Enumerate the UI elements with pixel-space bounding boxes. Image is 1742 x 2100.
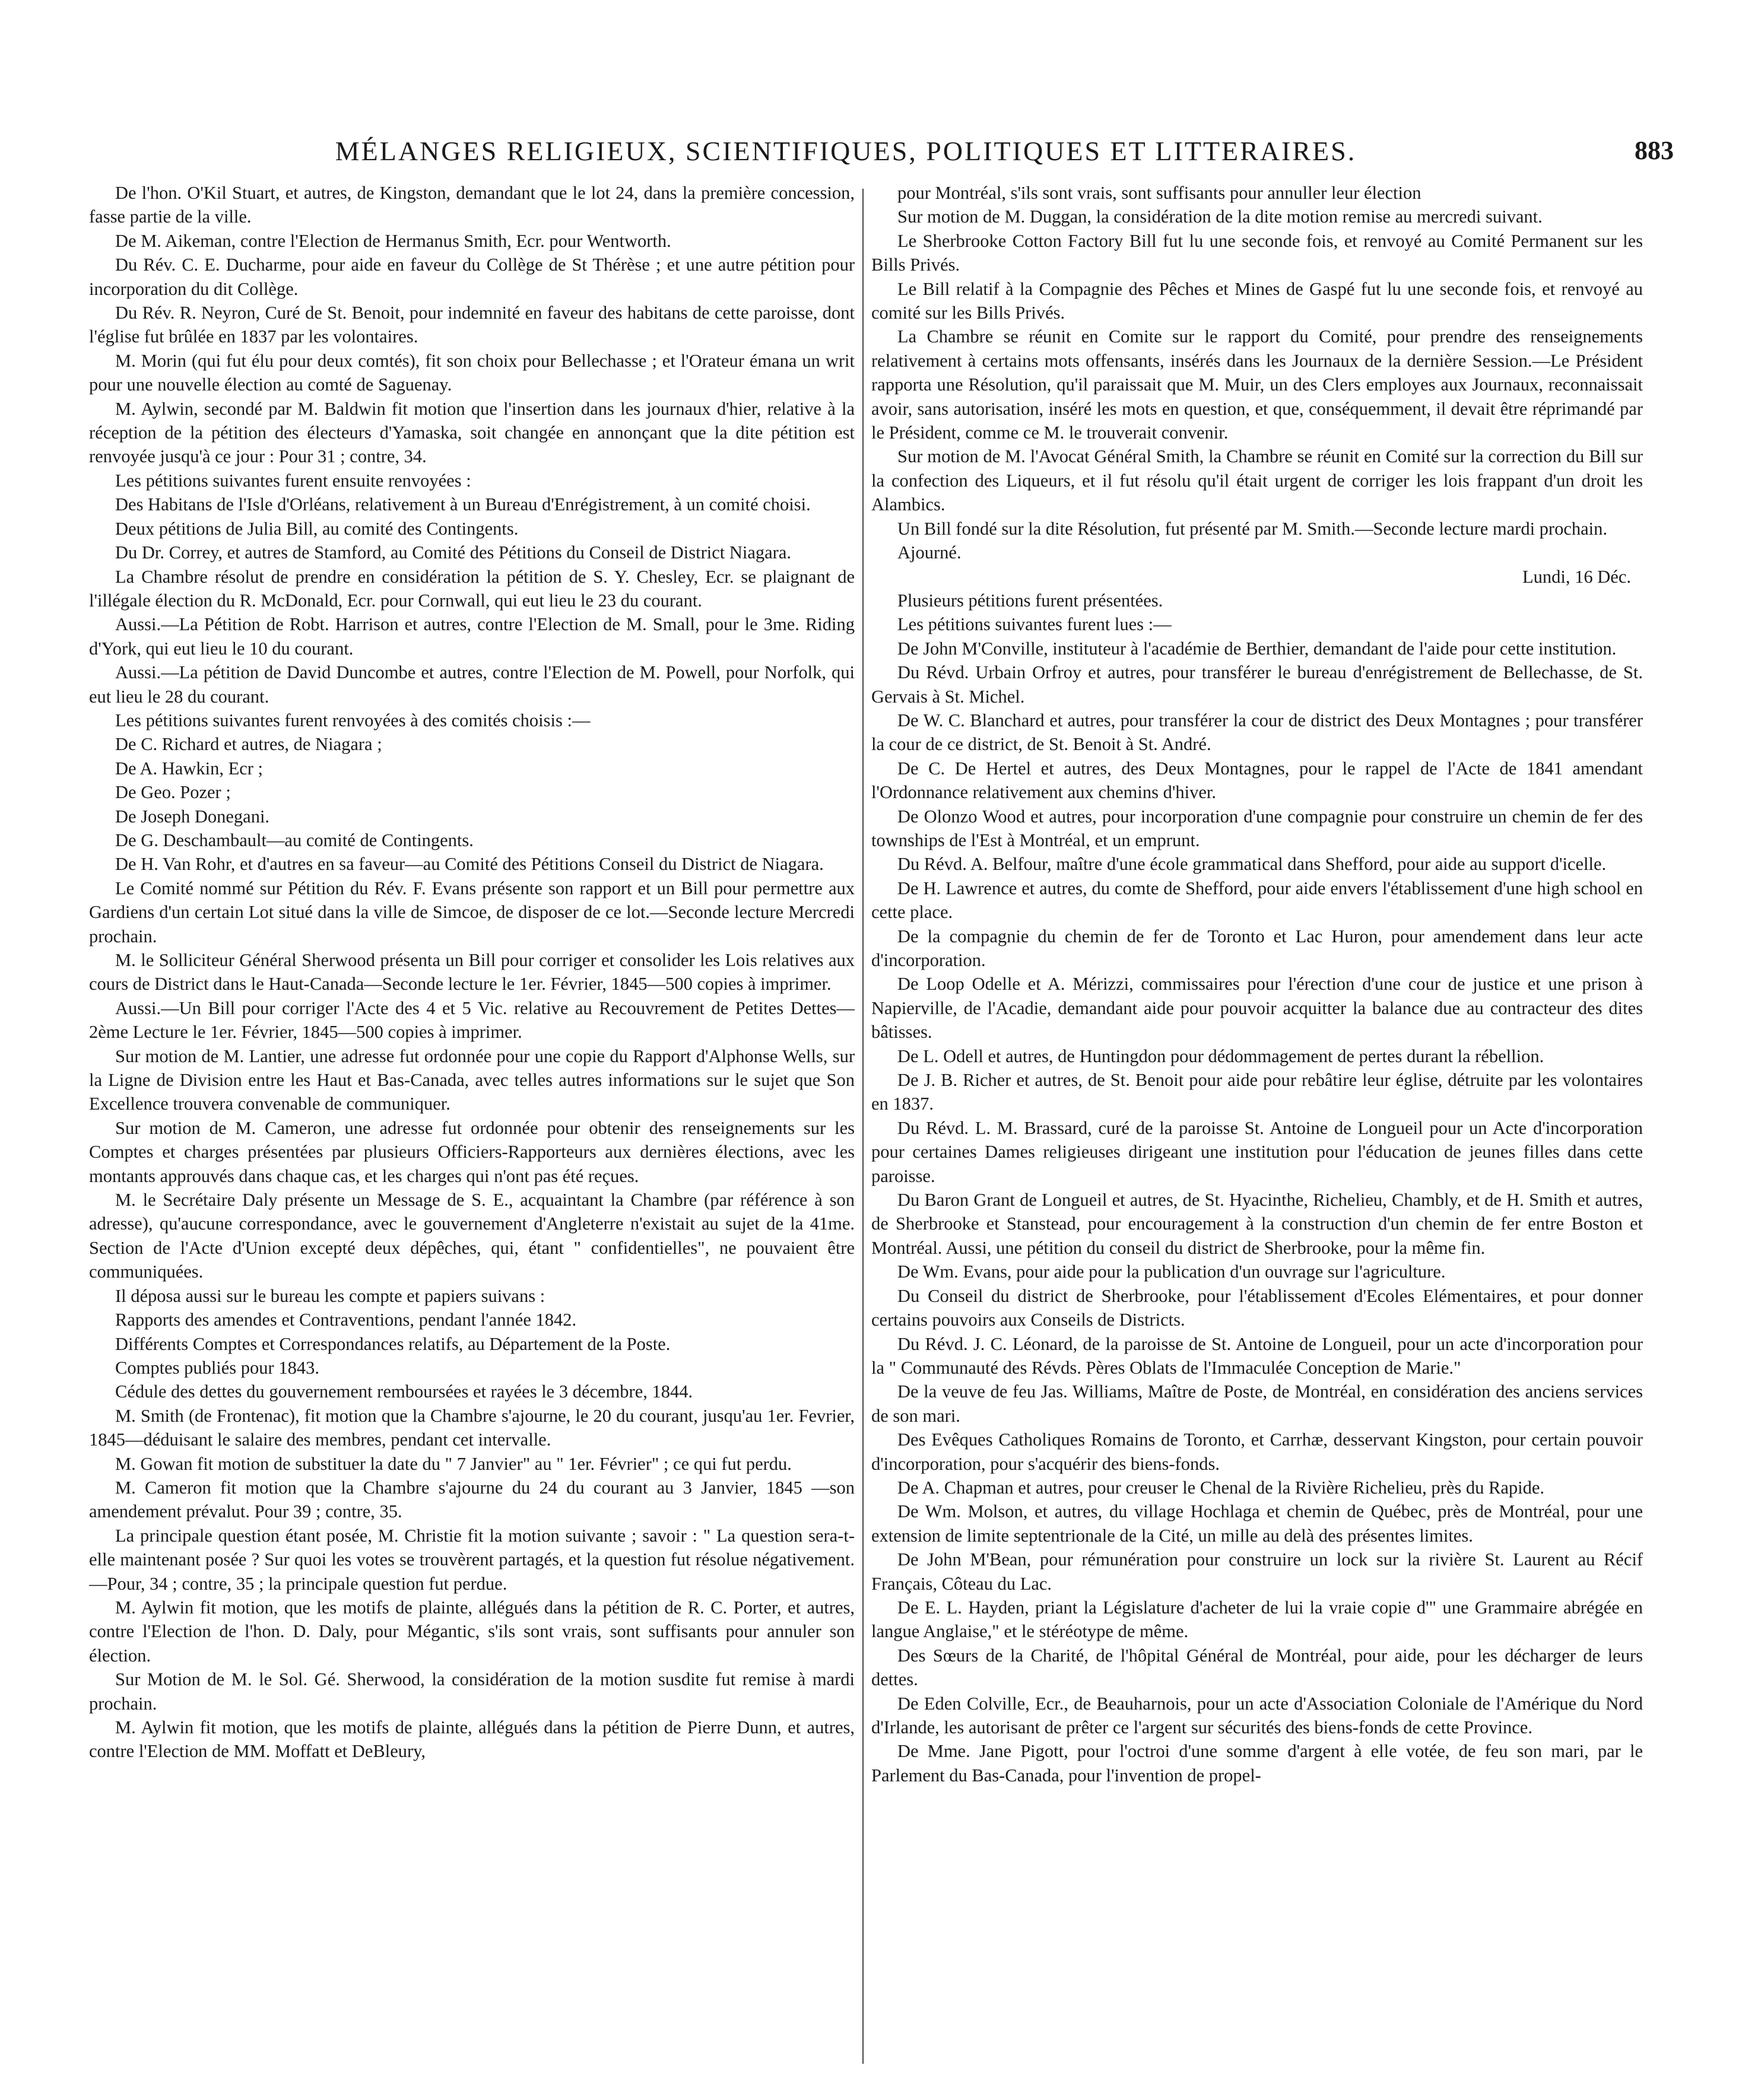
column-2-paragraph: Du Conseil du district de Sherbrooke, pour l'établissement d'Ecoles Elémentaires, et pour donner certains pouvoirs aux Conseils de Districts. — [871, 1285, 1643, 1330]
column-2-paragraph: Sur motion de M. l'Avocat Général Smith, la Chambre se réunit en Comité sur la correction du Bill sur la confection des Liqueurs, et il fut résolu qu'il était urgent de corriger les lois frappant d'un droit les Alambics. — [871, 446, 1643, 515]
column-2-paragraph: De A. Chapman et autres, pour creuser le Chenal de la Rivière Richelieu, près du Rapide. — [897, 1477, 1545, 1498]
column-2-paragraph: pour Montréal, s'ils sont vrais, sont suffisants pour annuller leur élection — [897, 183, 1421, 203]
column-2-paragraph: De Wm. Evans, pour aide pour la publication d'un ouvrage sur l'agriculture. — [897, 1262, 1446, 1282]
column-1-paragraph: De H. Van Rohr, et d'autres en sa faveur—au Comité des Pétitions Conseil du District de Niagara. — [115, 854, 824, 875]
column-2-paragraph: De Eden Colville, Ecr., de Beauharnois, pour un acte d'Association Coloniale de l'Amérique du Nord d'Irlande, les autorisant de prêter ce l'argent sur sécurités des biens-fonds de cette Province. — [871, 1693, 1643, 1737]
column-1-paragraph: De M. Aikeman, contre l'Election de Hermanus Smith, Ecr. pour Wentworth. — [115, 230, 671, 251]
column-1-paragraph: M. le Secrétaire Daly présente un Message de S. E., acquaintant la Chambre (par référence à son adresse), qu'aucune correspondance, avec le gouvernement d'Angleterre n'existait au sujet de la 41me. Section de l'Acte d'Union excepté deux dépêches, qui, étant " confidentielles", ne pouvaient être communiquées. — [89, 1190, 855, 1282]
page-number: 883 — [1635, 136, 1674, 165]
column-1-paragraph: La Chambre résolut de prendre en considération la pétition de S. Y. Chesley, Ecr. se plaignant de l'illégale élection du R. McDonald, Ecr. pour Cornwall, qui eut lieu le 23 du courant. — [89, 566, 855, 611]
column-1-paragraph: Le Comité nommé sur Pétition du Rév. F. Evans présente son rapport et un Bill pour permettre aux Gardiens d'un certain Lot situé dans la ville de Simcoe, de disposer de ce lot.—Seconde lecture Mercredi prochain. — [89, 878, 855, 946]
column-2-paragraph: De E. L. Hayden, priant la Législature d'acheter de lui la vraie copie d'" une Grammaire abrégée en langue Anglaise," et le stéréotype de même. — [871, 1597, 1643, 1642]
column-1-paragraph: De Geo. Pozer ; — [115, 782, 231, 803]
column-2-paragraph: Du Baron Grant de Longueil et autres, de St. Hyacinthe, Richelieu, Chambly, et de H. Smith et autres, de Sherbrooke et Stanstead, pour encouragement à la construction d'un chemin de fer entre Boston et Montréal. Aussi, une pétition du conseil du district de Sherbrooke, pour la même fin. — [871, 1190, 1643, 1258]
column-1-paragraph: M. Cameron fit motion que la Chambre s'ajourne du 24 du courant au 3 Janvier, 1845 —son amendement prévalut. Pour 39 ; contre, 35. — [89, 1477, 855, 1522]
column-1-paragraph: M. Morin (qui fut élu pour deux comtés), fit son choix pour Bellechasse ; et l'Orateur émana un writ pour une nouvelle élection au comté de Saguenay. — [89, 350, 855, 395]
column-2-paragraph: Du Révd. J. C. Léonard, de la paroisse de St. Antoine de Longueil, pour un acte d'incorporation pour la " Communauté des Révds. Pères Oblats de l'Immaculée Conception de Marie." — [871, 1333, 1643, 1378]
column-1-paragraph: Aussi.—Un Bill pour corriger l'Acte des 4 et 5 Vic. relative au Recouvrement de Petites Dettes—2ème Lecture le 1er. Février, 1845—500 copies à imprimer. — [89, 997, 855, 1043]
column-1-paragraph: De l'hon. O'Kil Stuart, et autres, de Kingston, demandant que le lot 24, dans la première concession, fasse partie de la ville. — [89, 183, 855, 227]
column-1-paragraph: De Joseph Donegani. — [115, 806, 270, 827]
column-2-paragraph: De la veuve de feu Jas. Williams, Maître de Poste, de Montréal, en considération des anciens services de son mari. — [871, 1381, 1643, 1426]
column-2-paragraph: Des Evêques Catholiques Romains de Toronto, et Carrhæ, desservant Kingston, pour certain pouvoir d'incorporation, pour s'acquérir des biens-fonds. — [871, 1429, 1643, 1474]
column-1-paragraph: Sur motion de M. Cameron, une adresse fut ordonnée pour obtenir des renseignements sur les Comptes et charges présentées par plusieurs Officiers-Rapporteurs aux dernières élections, avec les montants approuvés dans chaque cas, et les charges qui n'ont pas été reçues. — [89, 1117, 855, 1186]
column-1-paragraph: Comptes publiés pour 1843. — [115, 1357, 319, 1378]
column-2-paragraph: Sur motion de M. Duggan, la considération de la dite motion remise au mercredi suivant. — [897, 206, 1543, 227]
column-2-paragraph: De Loop Odelle et A. Mérizzi, commissaires pour l'érection d'une cour de justice et une prison à Napierville, de l'Acadie, demandant aide pour pouvoir acquitter la balance due au contracteur des dites bâtisses. — [871, 974, 1643, 1043]
column-1-paragraph: M. Aylwin fit motion, que les motifs de plainte, allégués dans la pétition de R. C. Porter, et autres, contre l'Election de l'hon. D. Daly, pour Mégantic, s'ils sont vrais, sont suffisants pour annuler son élection. — [89, 1597, 855, 1666]
column-2-paragraph: Du Révd. Urbain Orfroy et autres, pour transférer le bureau d'enrégistrement de Bellechasse, de St. Gervais à St. Michel. — [871, 662, 1643, 707]
column-2-paragraph: De la compagnie du chemin de fer de Toronto et Lac Huron, pour amendement dans leur acte d'incorporation. — [871, 926, 1643, 970]
column-2-paragraph: Des Sœurs de la Charité, de l'hôpital Général de Montréal, pour aide, pour les décharger de leurs dettes. — [871, 1645, 1643, 1690]
column-1-paragraph: Du Rév. R. Neyron, Curé de St. Benoit, pour indemnité en faveur des habitans de cette paroisse, dont l'église fut brûlée en 1837 par les volontaires. — [89, 303, 855, 347]
column-2-paragraph: De Mme. Jane Pigott, pour l'octroi d'une somme d'argent à elle votée, de feu son mari, par le Parlement du Bas-Canada, pour l'invention de propel- — [871, 1741, 1643, 1786]
column-2-paragraph: La Chambre se réunit en Comite sur le rapport du Comité, pour prendre des renseignements relativement à certains mots offensants, insérés dans les Journaux de la dernière Session.—Le Président rapporta une Résolution, qu'il paraissait que M. Muir, un des Clers employes aux Journaux, reconnaissait avoir, sans autorisation, inséré les mots en question, et que, conséquemment, il devait être réprimandé par le Président, comme ce M. le trouverait convenir. — [871, 326, 1643, 443]
column-2-paragraph: Ajourné. — [897, 542, 962, 563]
column-1-paragraph: Sur motion de M. Lantier, une adresse fut ordonnée pour une copie du Rapport d'Alphonse Wells, sur la Ligne de Division entre les Haut et Bas-Canada, avec telles autres informations sur le sujet que Son Excellence trouvera convenable de communiquer. — [89, 1046, 855, 1114]
column-2-paragraph: De J. B. Richer et autres, de St. Benoit pour aide pour rebâtire leur église, détruite par les volontaires en 1837. — [871, 1070, 1643, 1114]
column-2-paragraph: Le Sherbrooke Cotton Factory Bill fut lu une seconde fois, et renvoyé au Comité Permanent sur les Bills Privés. — [871, 230, 1643, 275]
column-1-paragraph: De G. Deschambault—au comité de Contingents. — [115, 830, 474, 850]
column-1-paragraph: La principale question étant posée, M. Christie fit la motion suivante ; savoir : " La question sera-t-elle maintenant posée ? Sur quoi les votes se trouvèrent partagés, et la question fut résolue négativement.—Pour, 34 ; contre, 35 ; la principale question fut perdue. — [89, 1525, 855, 1594]
column-2-paragraph: De C. De Hertel et autres, des Deux Montagnes, pour le rappel de l'Acte de 1841 amendant l'Ordonnance relativement aux chemins d'hiver. — [871, 758, 1643, 803]
left-column — [89, 181, 855, 2068]
column-2-paragraph: De W. C. Blanchard et autres, pour transférer la cour de district des Deux Montagnes ; pour transférer la cour de ce district, de St. Benoit à St. André. — [871, 710, 1643, 755]
column-1-paragraph: Deux pétitions de Julia Bill, au comité des Contingents. — [115, 518, 519, 539]
column-1-paragraph: Du Rév. C. E. Ducharme, pour aide en faveur du Collège de St Thérèse ; et une autre pétition pour incorporation du dit Collège. — [89, 255, 855, 299]
column-2-paragraph: De L. Odell et autres, de Huntingdon pour dédommagement de pertes durant la rébellion. — [897, 1046, 1544, 1066]
column-1-paragraph: M. Gowan fit motion de substituer la date du " 7 Janvier" au " 1er. Février" ; ce qui fut perdu. — [115, 1453, 792, 1474]
column-1-paragraph: Il déposa aussi sur le bureau les compte et papiers suivans : — [115, 1285, 545, 1306]
column-1-paragraph: M. Smith (de Frontenac), fit motion que la Chambre s'ajourne, le 20 du courant, jusqu'au 1er. Fevrier, 1845—déduisant le salaire des membres, pendant cet intervalle. — [89, 1405, 855, 1450]
column-2-paragraph: Un Bill fondé sur la dite Résolution, fut présenté par M. Smith.—Seconde lecture mardi prochain. — [897, 518, 1608, 539]
column-2-paragraph: De John M'Conville, instituteur à l'académie de Berthier, demandant de l'aide pour cette institution. — [897, 638, 1617, 659]
column-2-paragraph: Lundi, 16 Déc. — [1522, 566, 1631, 587]
column-2-paragraph: De John M'Bean, pour rémunération pour construire un lock sur la rivière St. Laurent au Récif Français, Côteau du Lac. — [871, 1549, 1643, 1594]
column-1-paragraph: Cédule des dettes du gouvernement remboursées et rayées le 3 décembre, 1844. — [115, 1381, 693, 1402]
column-2-paragraph: Le Bill relatif à la Compagnie des Pêches et Mines de Gaspé fut lu une seconde fois, et renvoyé au comité sur les Bills Privés. — [871, 278, 1643, 323]
column-1-paragraph: Du Dr. Correy, et autres de Stamford, au Comité des Pétitions du Conseil de District Niagara. — [115, 542, 791, 563]
column-1-paragraph: M. Aylwin fit motion, que les motifs de plainte, allégués dans la pétition de Pierre Dunn, et autres, contre l'Election de MM. Moffatt et DeBleury, — [89, 1717, 855, 1762]
column-1-paragraph: Différents Comptes et Correspondances relatifs, au Département de la Poste. — [115, 1333, 671, 1354]
column-1-paragraph: M. Aylwin, secondé par M. Baldwin fit motion que l'insertion dans les journaux d'hier, relative à la réception de la pétition des électeurs d'Yamaska, soit changée en annonçant que la dite pétition est renvoyée jusqu'à ce jour : Pour 31 ; contre, 34. — [89, 398, 855, 467]
running-title: MÉLANGES RELIGIEUX, SCIENTIFIQUES, POLITIQUES ET LITTERAIRES. — [335, 136, 1357, 166]
column-2-paragraph: De Wm. Molson, et autres, du village Hochlaga et chemin de Québec, près de Montréal, pour une extension de limite septentrionale de la Cité, un mille au delà des présentes limites. — [871, 1501, 1643, 1546]
page-header — [89, 135, 1674, 177]
column-1-paragraph: Rapports des amendes et Contraventions, pendant l'année 1842. — [115, 1310, 577, 1330]
column-1-paragraph: De C. Richard et autres, de Niagara ; — [115, 734, 382, 755]
column-1-paragraph: Aussi.—La Pétition de Robt. Harrison et autres, contre l'Election de M. Small, pour le 3me. Riding d'York, qui eut lieu le 10 du courant. — [89, 614, 855, 659]
column-1-paragraph: Sur Motion de M. le Sol. Gé. Sherwood, la considération de la motion susdite fut remise à mardi prochain. — [89, 1669, 855, 1714]
column-2-paragraph: Plusieurs pétitions furent présentées. — [897, 590, 1163, 611]
column-1-paragraph: M. le Solliciteur Général Sherwood présenta un Bill pour corriger et consolider les Lois relatives aux cours de District dans le Haut-Canada—Seconde lecture le 1er. Février, 1845—500 copies à imprimer. — [89, 950, 855, 995]
column-2-paragraph: De H. Lawrence et autres, du comte de Shefford, pour aide envers l'établissement d'une high school en cette place. — [871, 878, 1643, 923]
column-1-paragraph: Les pétitions suivantes furent ensuite renvoyées : — [115, 470, 471, 491]
column-2-paragraph: Les pétitions suivantes furent lues :— — [897, 614, 1172, 635]
column-1-paragraph: De A. Hawkin, Ecr ; — [115, 758, 264, 779]
column-2-paragraph: Du Révd. A. Belfour, maître d'une école grammatical dans Shefford, pour aide au support d'icelle. — [897, 854, 1607, 875]
column-1-paragraph: Les pétitions suivantes furent renvoyées à des comités choisis :— — [115, 710, 591, 730]
column-2-paragraph: Du Révd. L. M. Brassard, curé de la paroisse St. Antoine de Longueil pour un Acte d'incorporation pour certaines Dames religieuses dirigeant une institution pour l'éducation de jeunes filles dans cette paroisse. — [871, 1117, 1643, 1186]
right-column — [871, 181, 1643, 2068]
column-1-paragraph: Aussi.—La pétition de David Duncombe et autres, contre l'Election de M. Powell, pour Norfolk, qui eut lieu le 28 du courant. — [89, 662, 855, 707]
column-1-paragraph: Des Habitans de l'Isle d'Orléans, relativement à un Bureau d'Enrégistrement, à un comité choisi. — [115, 494, 811, 515]
column-2-paragraph: De Olonzo Wood et autres, pour incorporation d'une compagnie pour construire un chemin de fer des townships de l'Est à Montréal, et un emprunt. — [871, 806, 1643, 850]
column-divider — [862, 189, 864, 2064]
